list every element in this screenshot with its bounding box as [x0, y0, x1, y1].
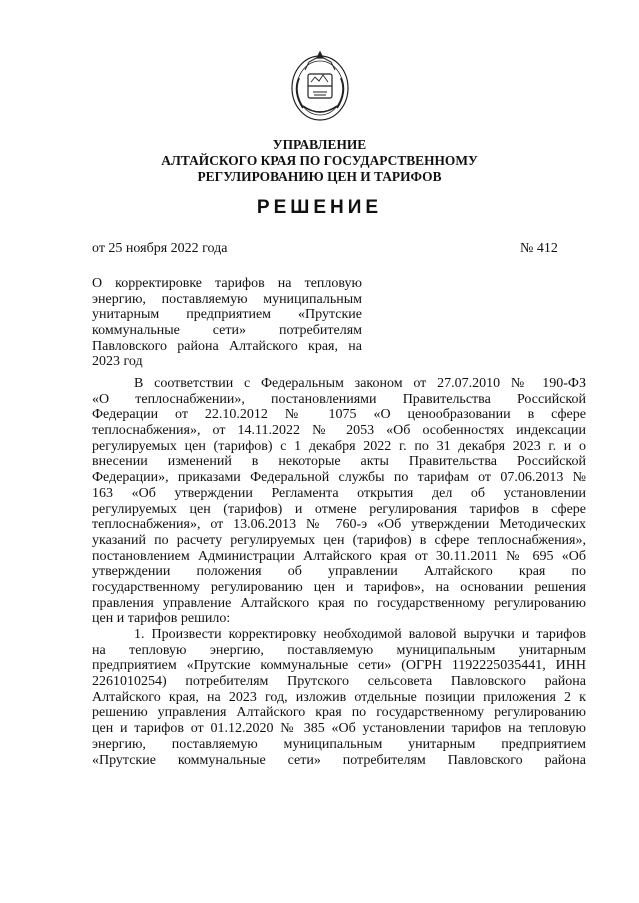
- body-line: Федерации», приказами Федеральной службы по тарифам от 07.06.2013 №: [92, 470, 586, 486]
- body-line: на тепловую энергию, поставляемую муниципальным унитарным: [92, 642, 586, 658]
- body-line: 2261010254) потребителям Прутского сельсовета Павловского района: [92, 674, 586, 690]
- body-line: 1. Произвести корректировку необходимой валовой выручки и тарифов: [134, 627, 586, 642]
- body-line: постановлением Администрации Алтайского края от 30.11.2011 № 695 «Об: [92, 548, 586, 564]
- header-line-1: УПРАВЛЕНИЕ: [272, 137, 367, 152]
- body-line: цен и тарифов решило:: [92, 611, 231, 627]
- coat-of-arms-emblem: [287, 48, 353, 124]
- body-line: теплоснабжения», от 14.11.2022 № 2053 «Об особенностях индексации: [92, 423, 586, 439]
- body-line: цен и тарифов от 01.12.2020 № 385 «Об установлении тарифов на тепловую: [92, 721, 586, 737]
- body-text: [92, 376, 586, 768]
- subject-line: унитарным предприятием «Прутские: [92, 307, 362, 323]
- header-line-3: РЕГУЛИРОВАНИЮ ЦЕН И ТАРИФОВ: [197, 169, 442, 184]
- body-line: указаний по расчету регулируемых цен (тарифов) в сфере теплоснабжения»,: [92, 532, 586, 548]
- document-date: от 25 ноября 2022 года: [92, 241, 228, 256]
- body-line: утверждении положения об управлении Алтайского края по: [92, 564, 586, 580]
- body-line: предприятием «Прутские коммунальные сети» (ОГРН 1192225035441, ИНН: [92, 658, 586, 674]
- body-line: 163 «Об утверждении Регламента открытия дел об установлении: [92, 485, 586, 501]
- body-line: внесении изменений в некоторые акты Правительства Российской: [92, 454, 586, 470]
- body-line: энергию, поставляемую муниципальным унитарным предприятием: [92, 736, 586, 752]
- body-line: «О теплоснабжении», постановлениями Правительства Российской: [92, 391, 586, 407]
- body-line: В соответствии с Федеральным законом от 27.07.2010 № 190-ФЗ: [134, 376, 586, 391]
- subject-line: коммунальные сети» потребителям: [92, 323, 362, 339]
- authority-header: [100, 137, 539, 185]
- subject-line: энергию, поставляемую муниципальным: [92, 291, 362, 307]
- document-number: № 412: [520, 241, 558, 256]
- subject-line: О корректировке тарифов на тепловую: [92, 276, 362, 291]
- body-line: Алтайского края, на 2023 год, изложив отдельные позиции приложения 2 к: [92, 689, 586, 705]
- body-line: решению управления Алтайского края по государственному регулированию: [92, 705, 586, 721]
- header-line-2: АЛТАЙСКОГО КРАЯ ПО ГОСУДАРСТВЕННОМУ: [161, 153, 478, 168]
- document-title: РЕШЕНИЕ: [256, 197, 383, 218]
- subject-block: [92, 276, 362, 370]
- body-line: теплоснабжения», от 13.06.2013 № 760-э «Об утверждении Методических: [92, 517, 586, 533]
- body-line: правления управление Алтайского края по государственному регулированию: [92, 595, 586, 611]
- subject-line: Павловского района Алтайского края, на: [92, 338, 362, 354]
- body-line: регулируемых цен (тарифов) с 1 декабря 2022 г. по 31 декабря 2023 г. и о: [92, 438, 586, 454]
- body-line: государственному регулированию цен и тарифов», на основании решения: [92, 579, 586, 595]
- subject-line: 2023 год: [92, 354, 143, 370]
- body-line: регулируемых цен (тарифов) и отмене регулирования тарифов в сфере: [92, 501, 586, 517]
- body-line: Федерации от 22.10.2012 № 1075 «О ценообразовании в сфере: [92, 407, 586, 423]
- body-line: «Прутские коммунальные сети» потребителям Павловского района: [92, 752, 586, 768]
